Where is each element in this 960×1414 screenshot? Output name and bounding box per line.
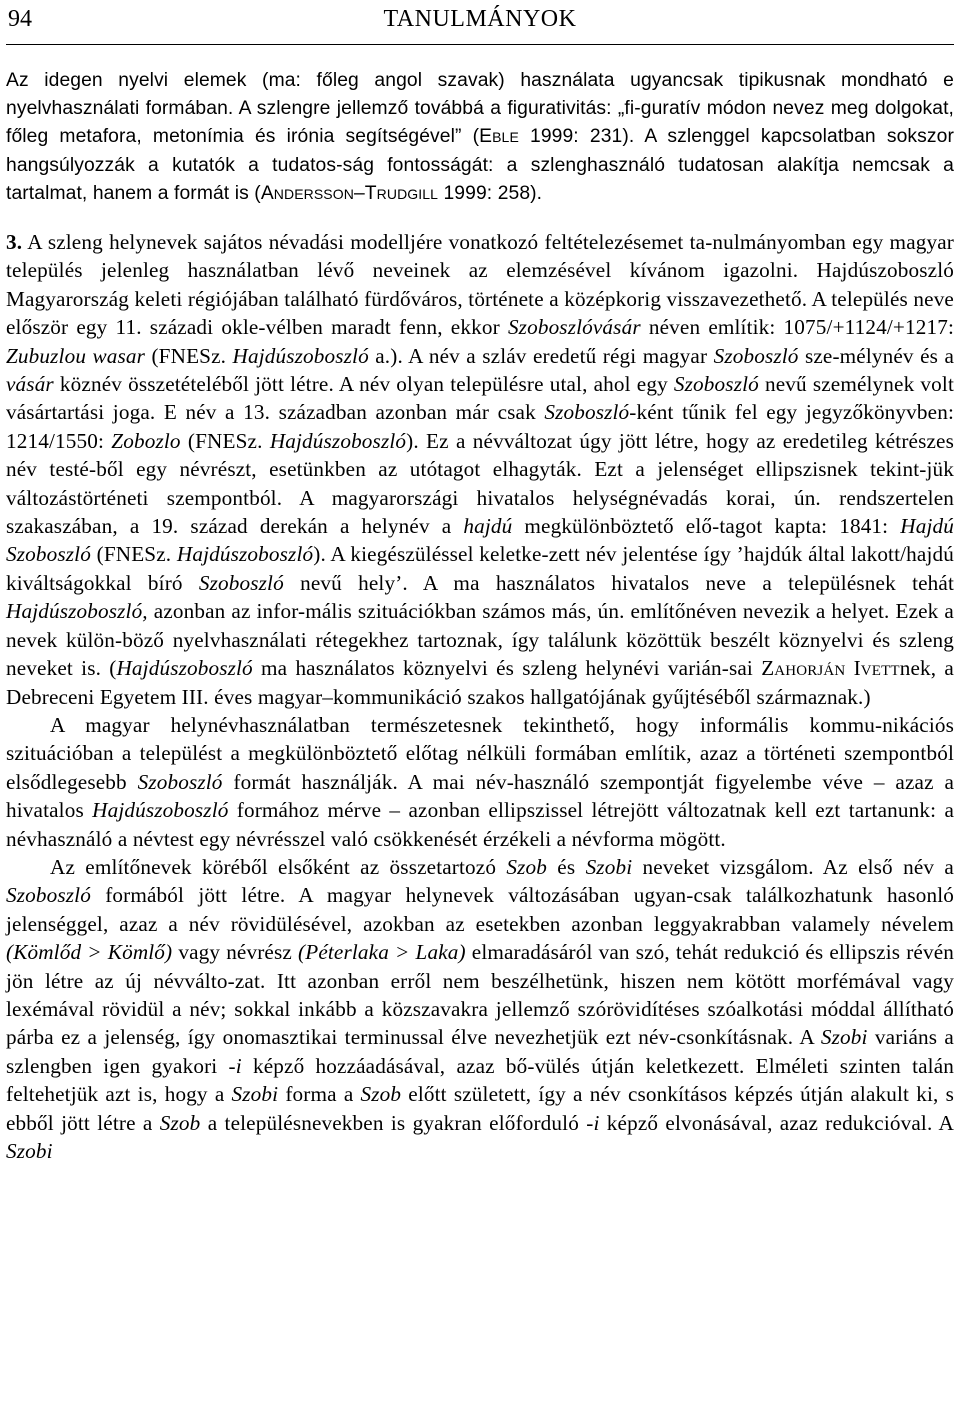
running-head — [6, 0, 954, 45]
paragraph-3: 3. A szleng helynevek sajátos névadási modelljére vonatkozó feltételezésemet ta-nulmányomban egy magyar település jelenleg használatban lévő neveinek az elemzésével kívánom igazolni. Hajdúszoboszló Magyarország keleti régiójában található fürdőváros, története a középkorig visszavezethető. A település neve először egy 11. századi okle-vélben maradt fenn, ekkor Szoboszlóvásár néven említik: 1075/+1124/+1217: Zubuzlou wasar (FNESz. Hajdúszoboszló a.). A név a szláv eredetű régi magyar Szoboszló sze-mélynév és a vásár köznév összetételéből jött létre. A név olyan településre utal, ahol egy Szoboszló nevű személynek volt vásártartási joga. E név a 13. században azonban már csak Szoboszló-ként tűnik fel egy jegyzőkönyvben: 1214/1550: Zobozlo (FNESz. Hajdúszoboszló). Ez a névváltozat úgy jött létre, hogy az eredetileg kétrészes név testé-ből egy névrészt, esetünkben az utótagot elhagyták. Ezt a jelenséget ellipszisnek tekint-jük változástörténeti szempontból. A magyarországi hivatalos helységnévadás korai, ún. rendszertelen szakaszában, a 19. század derekán a helynév a hajdú megkülönböztető elő-tagot kapta: 1841: Hajdú Szoboszló (FNESz. Hajdúszoboszló). A kiegészüléssel keletke-zett név jelentése így ’hajdúk által lakott/hajdú kiváltságokkal bíró Szoboszló nevű hely’. A ma használatos hivatalos neve a településnek tehát Hajdúszoboszló, azonban az infor-mális szituációkban számos más, ún. említőnéven nevezik a helyet. Ezek a nevek külön-böző nyelvhasználati rétegekhez tartoznak, így találunk közöttük beszélt köznyelvi és szleng neveket is. (Hajdúszoboszló ma használatos köznyelvi és szleng helynévi varián-sai Zahorján Ivettnek, a Debreceni Egyetem III. éves magyar–kommunikáció szakos hallgatójának gyűjtéséből származnak.) — [6, 230, 955, 709]
paragraph-1: Az idegen nyelvi elemek (ma: főleg angol szavak) használata ugyancsak tipikusnak mondható e nyelvhasználati formában. A szlengre jellemző továbbá a figurativitás: „fi-guratív módon nevez meg dolgokat, főleg metafora, metonímia és irónia segítségével” (Eble 1999: 231). A szlenggel kapcsolatban sokszor hangsúlyozzák a kutatók a tudatos-ság fontosságát: a szlenghasználó tudatosan alakítja nemcsak a tartalmat, hanem a formát is (Andersson–Trudgill 1999: 258). — [6, 70, 954, 204]
journal-page — [6, 0, 954, 1165]
section-title: TANULMÁNYOK — [383, 6, 577, 32]
section-number: 3. — [6, 230, 23, 255]
collector-name: Zahorján Ivett — [761, 656, 900, 681]
page-number: 94 — [8, 6, 32, 32]
author-andersson: Andersson — [260, 182, 354, 204]
article-body — [6, 67, 954, 1165]
author-trudgill: Trudgill — [364, 182, 439, 204]
paragraph-4: A magyar helynévhasználatban természetesnek tekinthető, hogy informális kommu-nikációs szituációban a települést a megkülönböztető előtag nélküli formában említik, azaz a történeti szempontból elsődlegesebb Szoboszló formát használják. A mai név-használó szempontját figyelembe véve – azaz a hivatalos Hajdúszoboszló formához mérve – azonban ellipszissel létrejött változatnak kell ezt tartanunk: a névhasználó a névtest egy névrésszel való csökkenését érzékeli a névforma mögött. — [6, 712, 954, 851]
paragraph-5: Az említőnevek köréből elsőként az összetartozó Szob és Szobi neveket vizsgálom. Az első név a Szoboszló formából jött létre. A magyar helynevek változásában ugyan-csak találkozhatunk hasonló jelenséggel, azaz a név rövidülésével, azokban az esetekben azonban leggyakrabban valamely névelem (Kömlőd > Kömlő) vagy névrész (Péterlaka > Laka) elmaradásáról van szó, tehát redukció és ellipszis révén jön létre az új névválto-zat. Itt azonban erről nem beszélhetünk, hiszen nem kötött morfémával vagy lexémával rövidül a név; sokkal inkább a közszavakra jellemző szórövidítéses szóalkotási móddal állítható párba ez a jelenség, így onomasztikai terminussal élve nevezhetjük ezt név-csonkításnak. A Szobi variáns a szlengben igen gyakori -i képző hozzáadásával, azaz bő-vülés útján keletkezett. Elméleti szinten talán feltehetjük azt is, hogy a Szobi forma a Szob előtt született, így a név csonkításos képzés útján alakult ki, s ebből jött létre a Szob a településnevekben is gyakran előforduló -i képző elvonásával, azaz redukcióval. A Szobi — [6, 854, 954, 1164]
author-eble: Eble — [479, 126, 519, 148]
